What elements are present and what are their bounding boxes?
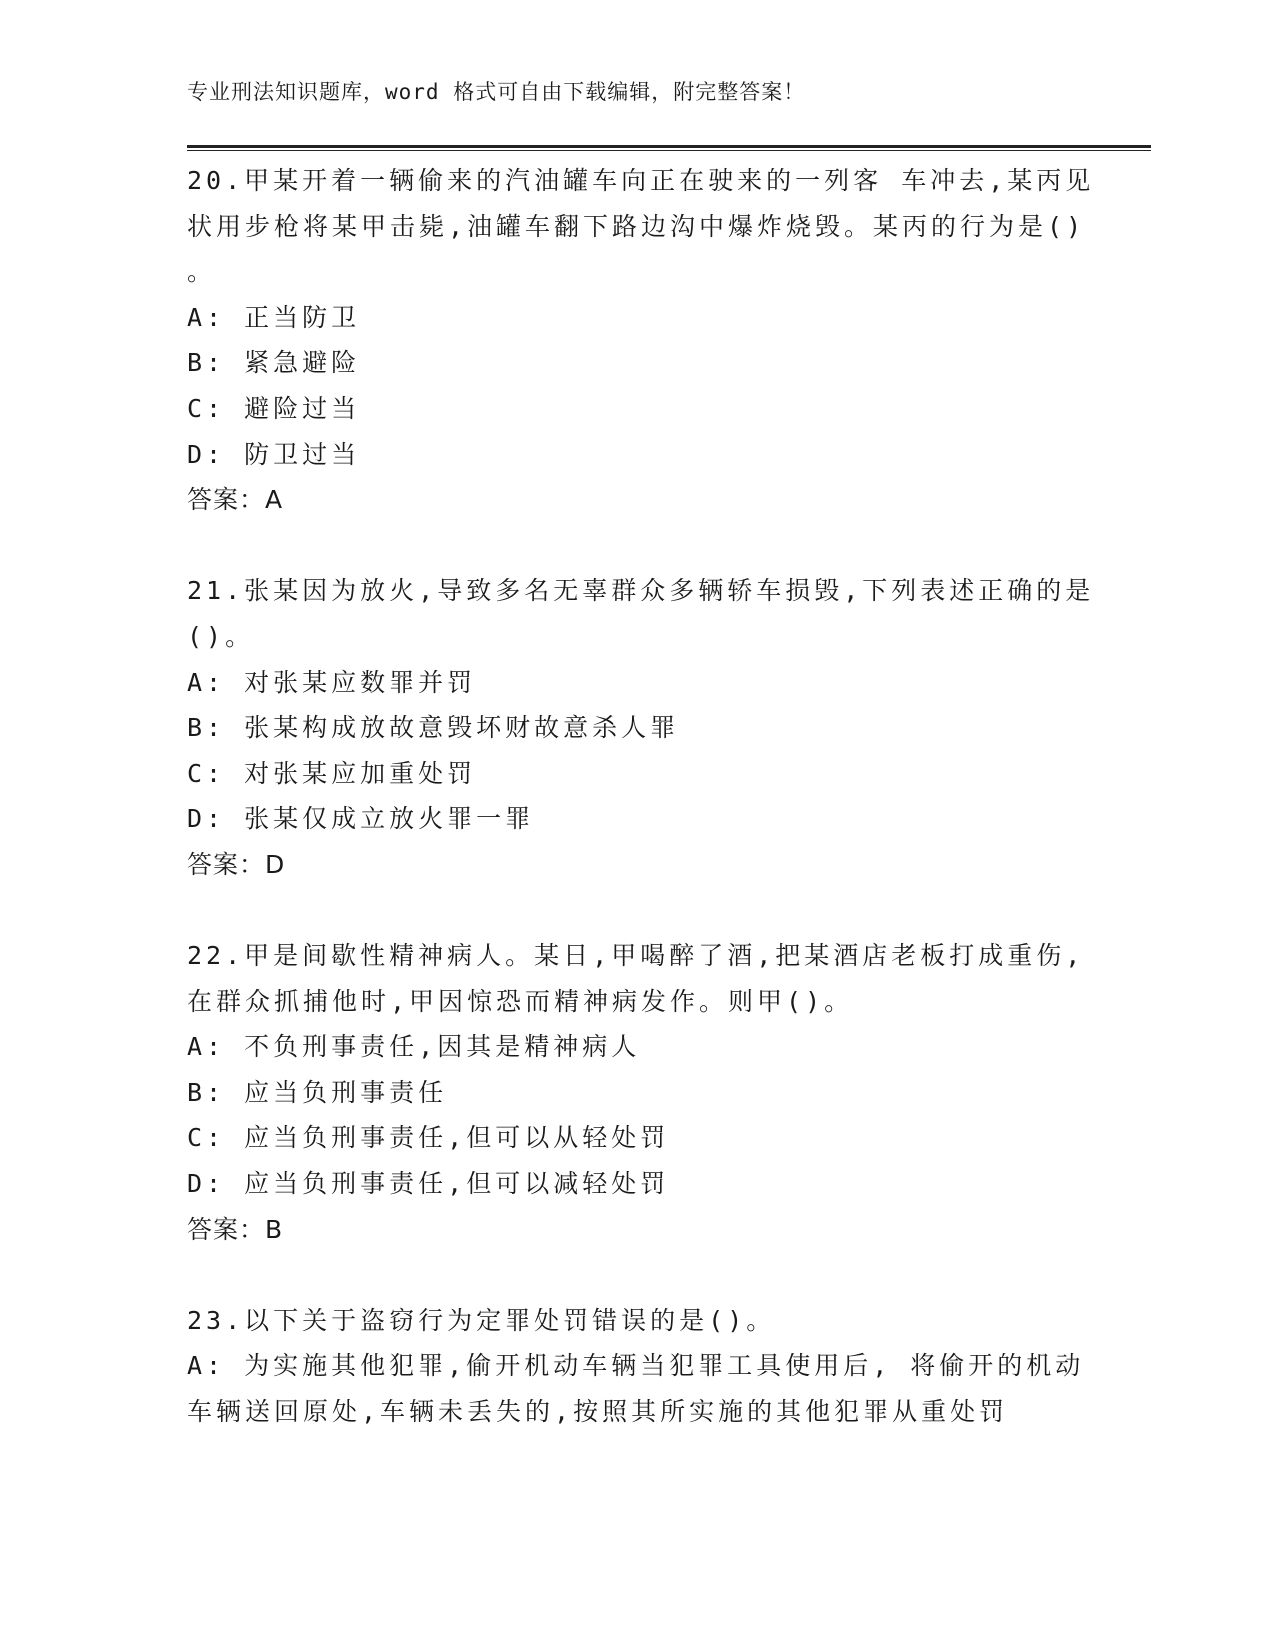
question-stem-line: 22.甲是间歇性精神病人。某日,甲喝醉了酒,把某酒店老板打成重伤,	[187, 941, 1085, 971]
option-a: A: 正当防卫	[187, 302, 361, 332]
question-stem-line: 20.甲某开着一辆偷来的汽油罐车向正在驶来的一列客 车冲去,某丙见	[187, 166, 1095, 195]
question-list	[187, 158, 1095, 1435]
answer: 答案：D	[187, 849, 286, 879]
option-b: B: 应当负刑事责任	[187, 1077, 448, 1107]
answer: 答案：A	[187, 485, 284, 515]
option-c: C: 对张某应加重处罚	[187, 758, 477, 788]
question-22	[187, 933, 1087, 1252]
question-stem-line: 。	[187, 257, 217, 287]
option-d: D: 应当负刑事责任,但可以减轻处罚	[187, 1169, 670, 1199]
option-a: A: 对张某应数罪并罚	[187, 667, 477, 697]
question-stem-line: 21.张某因为放火,导致多名无辜群众多辆轿车损毁,下列表述正确的是	[187, 576, 1095, 606]
option-c: C: 应当负刑事责任,但可以从轻处罚	[187, 1123, 670, 1153]
spacer	[187, 523, 1087, 569]
question-stem-line: 23.以下关于盗窃行为定罪处罚错误的是()。	[187, 1305, 776, 1335]
question-20	[187, 158, 1095, 523]
answer: 答案：B	[187, 1214, 284, 1244]
spacer	[187, 1252, 1087, 1298]
question-23	[187, 1298, 1087, 1435]
question-21	[187, 568, 1095, 887]
option-d: D: 防卫过当	[187, 439, 361, 469]
option-b: B: 紧急避险	[187, 348, 361, 378]
question-stem-line: ()。	[187, 621, 255, 651]
option-a-continued: 车辆送回原处,车辆未丢失的,按照其所实施的其他犯罪从重处罚	[187, 1397, 1009, 1427]
option-a: A: 为实施其他犯罪,偷开机动车辆当犯罪工具使用后, 将偷开的机动	[187, 1351, 1085, 1381]
option-c: C: 避险过当	[187, 393, 361, 423]
header-rule-thin	[187, 150, 1151, 151]
header-rule-thick	[187, 145, 1151, 148]
option-a: A: 不负刑事责任,因其是精神病人	[187, 1032, 641, 1062]
page-header: 专业刑法知识题库，word 格式可自由下载编辑，附完整答案！	[187, 80, 806, 104]
question-stem-line: 状用步枪将某甲击毙,油罐车翻下路边沟中爆炸烧毁。某丙的行为是()	[187, 211, 1086, 241]
option-b: B: 张某构成放故意毁坏财故意杀人罪	[187, 713, 680, 743]
option-d: D: 张某仅成立放火罪一罪	[187, 804, 535, 834]
spacer	[187, 888, 1087, 934]
question-stem-line: 在群众抓捕他时,甲因惊恐而精神病发作。则甲()。	[187, 986, 854, 1016]
